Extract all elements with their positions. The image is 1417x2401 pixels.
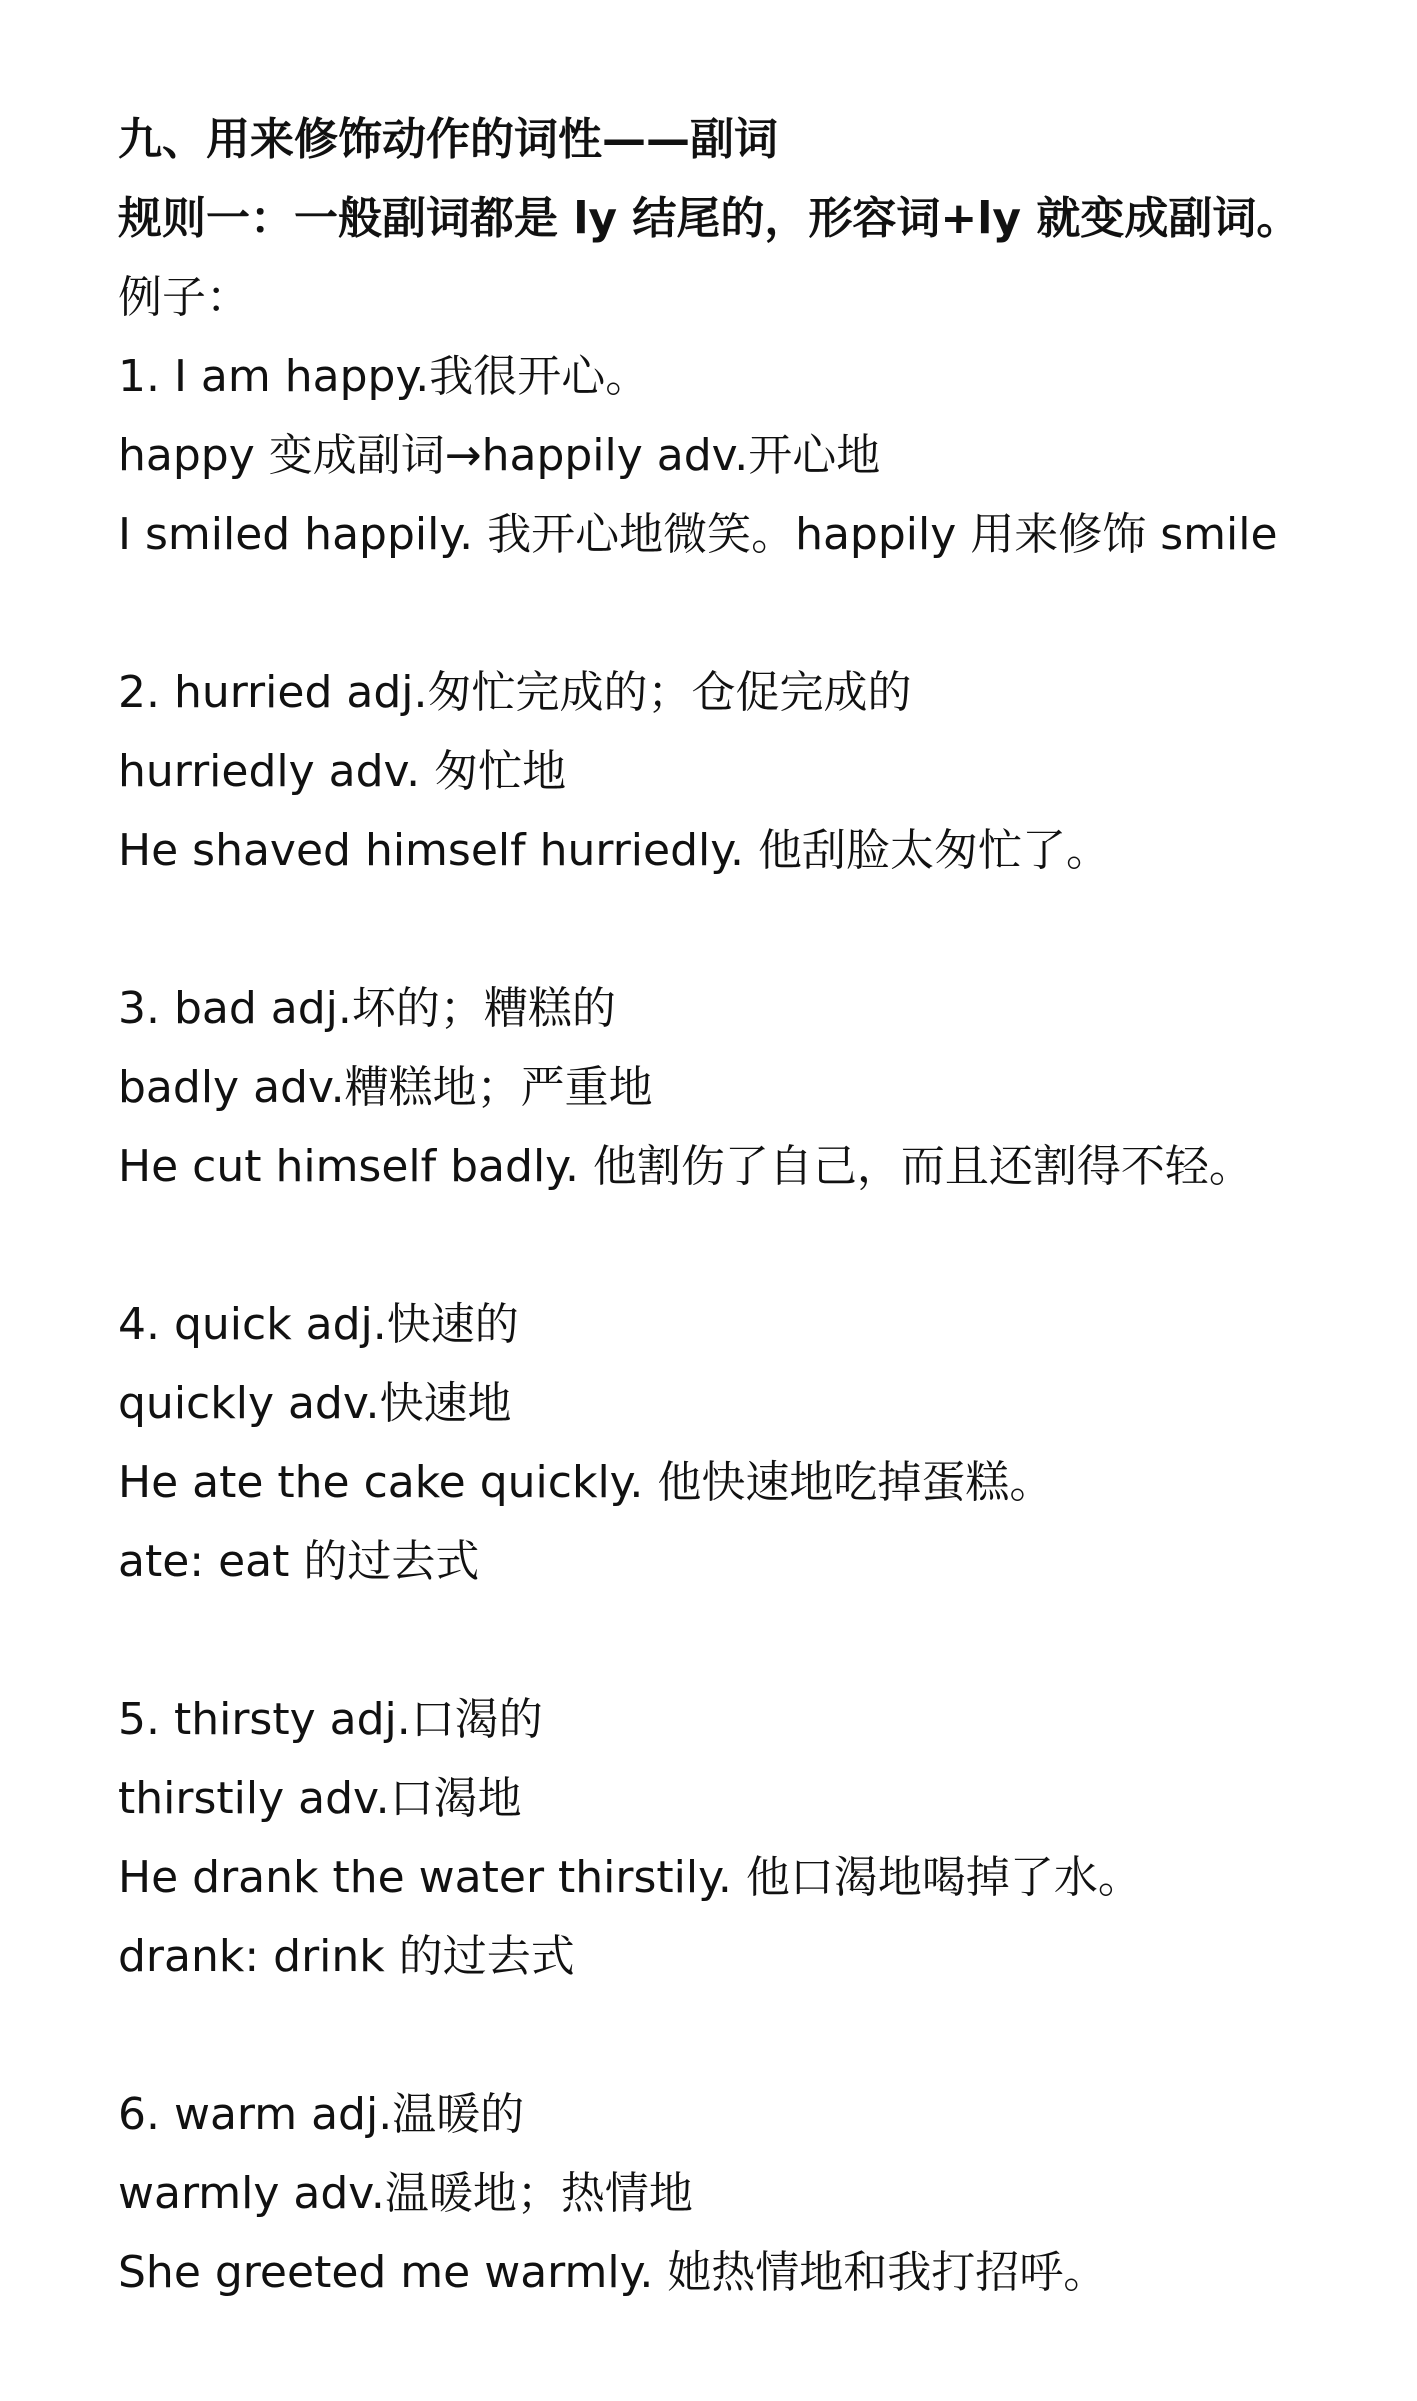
example-group-3 [118,969,1378,1206]
example-line: 5. thirsty adj.口渴的 [118,1694,543,1745]
section-heading: 九、用来修饰动作的词性——副词 [118,114,778,165]
blank-line [118,890,1378,969]
blank-line [118,1996,1378,2075]
document-body [118,100,1378,2312]
example-line: He drank the water thirstily. 他口渴地喝掉了水。 [118,1852,1142,1903]
example-line: happy 变成副词→happily adv.开心地 [118,430,881,481]
example-line: warmly adv.温暖地；热情地 [118,2168,693,2219]
blank-line [118,1206,1378,1285]
example-line: 1. I am happy.我很开心。 [118,351,650,402]
example-line: 2. hurried adj.匆忙完成的；仓促完成的 [118,667,912,718]
example-line: He ate the cake quickly. 他快速地吃掉蛋糕。 [118,1457,1054,1508]
blank-line [118,574,1378,653]
rule-text: 规则一：一般副词都是 ly 结尾的，形容词+ly 就变成副词。 [118,193,1301,244]
example-group-6 [118,2075,1378,2312]
example-group-4 [118,1285,1378,1601]
example-line: 3. bad adj.坏的；糟糕的 [118,983,616,1034]
example-line: drank: drink 的过去式 [118,1931,575,1982]
example-line: I smiled happily. 我开心地微笑。happily 用来修饰 smile [118,509,1278,560]
examples-label: 例子： [118,272,250,323]
example-line: thirstily adv.口渴地 [118,1773,522,1824]
example-group-1 [118,337,1378,574]
example-line: She greeted me warmly. 她热情地和我打招呼。 [118,2247,1108,2298]
example-line: ate: eat 的过去式 [118,1536,480,1587]
example-line: He shaved himself hurriedly. 他刮脸太匆忙了。 [118,825,1110,876]
example-line: 4. quick adj.快速的 [118,1299,519,1350]
blank-line [118,1601,1378,1680]
example-line: badly adv.糟糕地；严重地 [118,1062,653,1113]
example-line: quickly adv.快速地 [118,1378,512,1429]
example-group-2 [118,653,1378,890]
example-line: hurriedly adv. 匆忙地 [118,746,567,797]
example-group-5 [118,1680,1378,1996]
example-line: 6. warm adj.温暖的 [118,2089,525,2140]
example-line: He cut himself badly. 他割伤了自己，而且还割得不轻。 [118,1141,1253,1192]
